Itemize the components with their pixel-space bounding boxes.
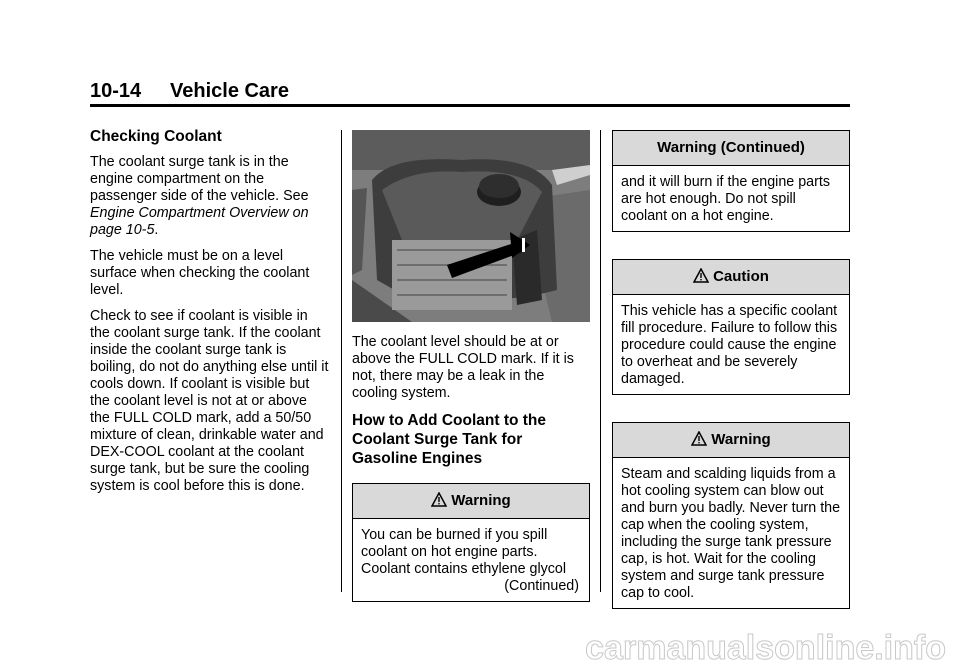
paragraph-check-coolant: Check to see if coolant is visible in the coolant surge tank. If the coolant inside the coolant surge tank is boiling, do not do anything else until it cools down. If coolant is visible but the coolant level is not at or above the FULL COLD mark, add a 50/50 mixture of clean, drinkable water and DEX-COOL coolant at the coolant surge tank, but be sure the cooling system is cool before this is done.: [90, 308, 329, 494]
steam-warning-body: Steam and scalding liquids from a hot cooling system can blow out and burn you badly. Never turn the cap when the cooling system, including the surge tank pressure cap, is hot. Wait for the cooling system and surge tank pressure cap to cool.: [621, 466, 841, 601]
column-1: [90, 128, 330, 504]
warning-triangle-icon: [431, 492, 447, 507]
warning-box-text: You can be burned if you spill coolant on hot engine parts. Coolant contains ethylene glycol: [361, 527, 567, 577]
photo-caption: The coolant level should be at or above the FULL COLD mark. If it is not, there may be a leak in the cooling system.: [352, 334, 574, 401]
warning-triangle-icon: [691, 431, 707, 446]
continued-label: (Continued): [504, 578, 579, 594]
section-title: Vehicle Care: [170, 80, 289, 102]
steam-warning-title: Warning: [711, 431, 771, 448]
column-2: [352, 130, 590, 602]
caution-box: [612, 259, 850, 395]
paragraph-surge-tank-location: The coolant surge tank is in the engine compartment on the passenger side of the vehicle. See Engine Compartment Overview on page 10-5.: [90, 154, 309, 238]
caution-box-body: This vehicle has a specific coolant fill procedure. Failure to follow this procedure could cause the engine to overheat and be severely damaged.: [621, 303, 838, 387]
header-rule: [90, 104, 850, 107]
steam-warning-header: [613, 423, 849, 458]
warning-box-burn: [352, 483, 590, 602]
paragraph-level-surface: The vehicle must be on a level surface when checking the coolant level.: [90, 248, 310, 298]
warning-box-title: Warning: [451, 492, 511, 509]
section-heading-add-coolant: How to Add Coolant to the Coolant Surge Tank for Gasoline Engines: [352, 412, 546, 467]
watermark: carmanualsonline.info: [585, 629, 946, 667]
warning-continued-box: [612, 130, 850, 232]
page-number: 10-14: [90, 80, 142, 102]
section-heading-checking-coolant: Checking Coolant: [90, 128, 222, 145]
column-divider-1: [341, 130, 342, 592]
warning-continued-header: Warning (Continued): [613, 131, 849, 166]
coolant-tank-photo: [352, 130, 590, 322]
warning-box-header: [353, 484, 589, 519]
column-divider-2: [600, 130, 601, 592]
caution-box-title: Caution: [713, 268, 769, 285]
coolant-tank-illustration: [352, 130, 590, 322]
caution-box-header: [613, 260, 849, 295]
warning-box-steam: [612, 422, 850, 609]
warning-continued-body: and it will burn if the engine parts are hot enough. Do not spill coolant on a hot engine.: [621, 174, 831, 224]
caution-triangle-icon: [693, 268, 709, 283]
warning-box-body: [353, 519, 589, 601]
cross-reference-link[interactable]: Engine Compartment Overview on page 10-5: [90, 205, 309, 238]
column-3: [612, 130, 850, 609]
